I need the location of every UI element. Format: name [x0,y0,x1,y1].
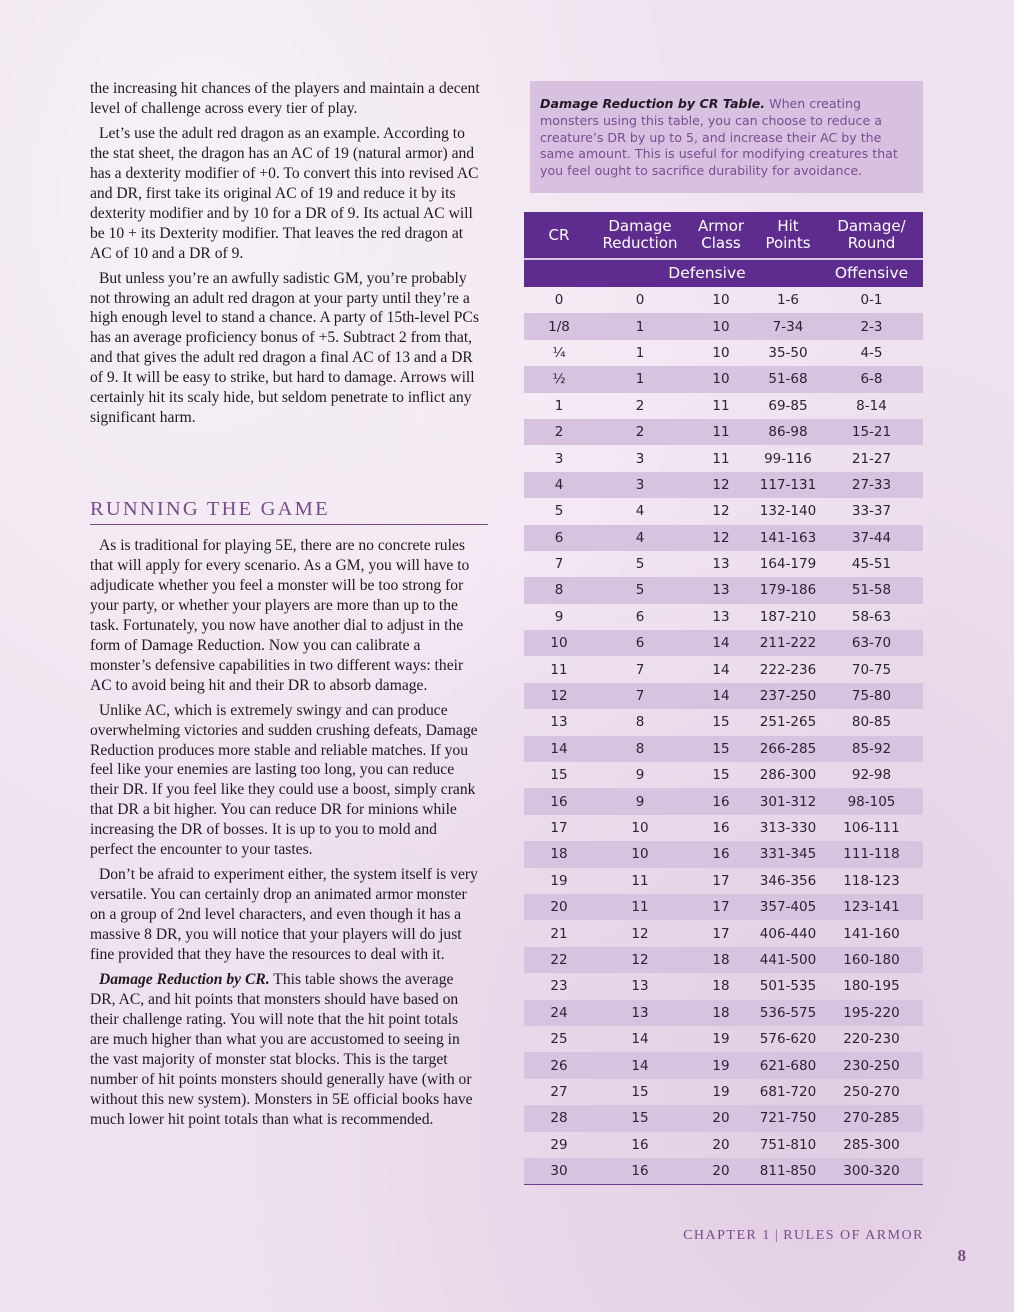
table-row [524,788,923,814]
table-row [524,340,923,366]
cell-ac: 17 [686,894,756,920]
table-row [524,445,923,471]
cell-cr: 14 [524,736,594,762]
cell-cr: 20 [524,894,594,920]
cell-hp: 536-575 [756,1000,820,1026]
paragraph: Let’s use the adult red dragon as an example. According to the stat sheet, the dragon has an AC of 19 (natural armor) and has a dexterity modifier of +0. To convert this into revised AC and DR, first take its original AC of 19 and reduce it by its dexterity modifier and by 10 for a DR of 9. Its actual AC will be 10 + its Dexterity modifier. That leaves the red dragon at AC of 10 and a DR of 9. [90,124,479,262]
cell-cr: 28 [524,1105,594,1131]
cell-ac: 11 [686,419,756,445]
page-footer [683,1228,924,1244]
table-row [524,683,923,709]
cell-dmg: 285-300 [843,1136,900,1153]
cell-dr: 11 [594,894,686,920]
paragraph: Unlike AC, which is extremely swingy and can produce overwhelming victories and sudden crushing defeats, Damage Reduction produces more stable and reliable matches. If you feel like your enemies are lasting too long, you can reduce their DR. If you feel like they could use a boost, simply crank that DR a bit higher. You can reduce DR for minions while increasing the DR of bosses. It is up to you to mold and perfect the encounter to your tastes. [90,701,478,859]
cell-ac: 15 [712,714,730,731]
cell-dr: 11 [631,872,649,889]
table-row [524,1158,923,1185]
cell-cr: ¼ [552,344,566,361]
cell-cr: 24 [524,1000,594,1026]
cell-hp: 51-68 [756,366,820,392]
cell-dr: 16 [631,1136,649,1153]
cell-dr: 15 [594,1105,686,1131]
body-text-top [90,79,480,428]
cell-hp: 237-250 [756,683,820,709]
cell-dr: 2 [635,397,645,414]
cell-dmg: 98-105 [820,788,923,814]
footer-separator: | [774,1228,780,1243]
cell-dr: 6 [594,630,686,656]
cell-hp: 187-210 [759,608,817,625]
cell-cr: 15 [550,767,568,784]
cell-ac: 16 [686,841,756,867]
cell-hp: 286-300 [759,767,817,784]
cell-dr: 9 [635,767,645,784]
cell-ac: 11 [712,450,730,467]
cell-dmg: 33-37 [851,503,892,520]
cell-ac: 10 [686,313,756,339]
cell-hp: 621-680 [756,1052,820,1078]
cell-hp: 117-131 [756,472,820,498]
cell-cr: 1/8 [524,313,594,339]
table-row [524,604,923,630]
body-text-bottom [90,536,480,1130]
cell-dr: 13 [594,1000,686,1026]
cell-dr: 6 [635,608,645,625]
paragraph: As is traditional for playing 5E, there are no concrete rules that will apply for every scenario. As a GM, you will have to adjudicate whether you feel a monster will be too strong for your party, or whether your players are more than up to the task. Fortunately, you now have another dial to adjust in the form of Damage Reduction. Now you can calibrate a monster’s defensive capabilities in two different ways: their AC to avoid being hit and their DR to absorb damage. [90,537,470,694]
cell-cr: 29 [550,1136,568,1153]
cell-cr: 5 [554,503,564,520]
table-row [524,472,923,498]
paragraph: Don’t be afraid to experiment either, the system itself is very versatile. You can certainly drop an animated armor monster on a group of 2nd level characters, and even though it has a massive 8 DR, you will notice that your players will do just fine provided that they have the resources to deal with it. [90,866,478,964]
cell-hp: 357-405 [756,894,820,920]
cell-dr: 0 [635,292,645,309]
cell-dr: 8 [594,736,686,762]
cell-dr: 4 [635,503,645,520]
table-row [524,551,923,577]
cell-ac: 19 [712,1031,730,1048]
cell-ac: 10 [712,344,730,361]
table-row [524,366,923,392]
table-row [524,1132,923,1158]
cell-dmg: 15-21 [820,419,923,445]
cell-cr: 17 [550,820,568,836]
page-number: 8 [957,1246,966,1265]
cell-ac: 18 [686,947,756,973]
cell-dr: 10 [631,820,649,836]
cell-cr: 18 [524,841,594,867]
table-row [524,736,923,762]
table-row [524,868,923,894]
cell-dr: 9 [594,788,686,814]
cell-ac: 20 [686,1158,756,1185]
table-row [524,577,923,603]
cell-dmg: 180-195 [843,978,900,995]
cell-ac: 20 [686,1105,756,1131]
table-row [524,762,923,788]
cell-cr: 19 [550,872,568,889]
callout-text: When creating monsters using this table, you can choose to reduce a creature’s DR by up to 5, and increase their AC by the same amount. This is useful for modifying creatures that you feel ought to sacrifice durability for avoidance. [540,96,898,179]
cell-ac: 10 [712,292,730,309]
cell-dr: 14 [594,1052,686,1078]
cell-dr: 4 [594,525,686,551]
cell-hp: 69-85 [768,397,808,414]
cell-dmg: 300-320 [820,1158,923,1185]
header-damage-reduction: Damage Reduction [594,212,686,259]
cell-ac: 12 [686,525,756,551]
table-row [524,525,923,551]
table-header-row [524,212,923,259]
cell-ac: 18 [686,1000,756,1026]
table-row [524,1079,923,1105]
cell-dmg: 37-44 [820,525,923,551]
cell-hp: 313-330 [759,820,817,836]
cell-ac: 17 [712,925,730,942]
table-row [524,1052,923,1078]
cell-dmg: 8-14 [856,397,887,414]
cell-dr: 2 [594,419,686,445]
cell-hp: 7-34 [756,313,820,339]
cell-cr: 8 [524,577,594,603]
cell-dmg: 75-80 [820,683,923,709]
cell-hp: 141-163 [756,525,820,551]
cell-dr: 5 [635,556,645,573]
cell-cr: 27 [550,1083,568,1100]
cell-hp: 222-236 [759,661,817,678]
cell-ac: 12 [686,472,756,498]
cell-hp: 681-720 [759,1083,817,1100]
cell-hp: 99-116 [764,450,812,467]
cell-cr: 4 [524,472,594,498]
cell-hp: 251-265 [759,714,817,731]
cell-dmg: 0-1 [860,292,883,309]
cell-ac: 12 [712,503,730,520]
cell-ac: 10 [686,366,756,392]
cell-ac: 14 [712,661,730,678]
cell-ac: 11 [712,397,730,414]
header-defensive: Defensive [594,259,820,287]
footer-chapter: CHAPTER 1 [683,1228,771,1243]
cell-dr: 12 [631,925,649,942]
cell-cr: 2 [524,419,594,445]
cell-ac: 14 [686,630,756,656]
table-row [524,287,923,313]
table-row [524,1105,923,1131]
cell-hp: 576-620 [759,1031,817,1048]
cell-dmg: 106-111 [843,820,900,836]
table-row [524,393,923,419]
cell-dmg: 51-58 [820,577,923,603]
table-row [524,656,923,682]
cell-hp: 441-500 [756,947,820,973]
cell-dmg: 141-160 [843,925,900,942]
cell-cr: 23 [550,978,568,995]
cell-cr: 3 [554,450,564,467]
cell-hp: 501-535 [759,978,817,995]
cell-ac: 20 [712,1136,730,1153]
cell-dmg: 92-98 [851,767,892,784]
cell-cr: 1 [554,397,564,414]
table-row [524,709,923,735]
table-row [524,894,923,920]
cell-dr: 7 [635,661,645,678]
paragraph: But unless you’re an awfully sadistic GM, you’re probably not throwing an adult red dragon at your party until they’re a high enough level to stand a chance. A party of 15th-level PCs has an average proficiency bonus of +5. Subtract 2 from that, and that gives the adult red dragon a final AC of 13 and a DR of 9. It will be easy to strike, but hard to damage. Arrows will certainly hit its scaly hide, but seldom penetrate to inflict any significant harm. [90,269,479,427]
table-row [524,313,923,339]
cell-hp: 132-140 [759,503,817,520]
cell-dr: 13 [631,978,649,995]
footer-title: RULES OF ARMOR [783,1228,924,1243]
cell-dmg: 250-270 [843,1083,900,1100]
dr-by-cr-title: Damage Reduction by CR. [99,971,270,989]
cell-ac: 14 [686,683,756,709]
cell-hp: 266-285 [756,736,820,762]
table-body [524,287,923,1185]
cell-dmg: 63-70 [820,630,923,656]
cell-hp: 164-179 [759,556,817,573]
cell-dmg: 4-5 [860,344,883,361]
cell-dmg: 6-8 [820,366,923,392]
cell-dmg: 118-123 [843,872,900,889]
header-offensive: Offensive [820,259,923,287]
cell-cr: 26 [524,1052,594,1078]
table-row [524,841,923,867]
cell-hp: 1-6 [776,292,800,309]
cell-ac: 13 [712,608,730,625]
cell-dr: 3 [635,450,645,467]
section-heading: RUNNING THE GAME [90,497,488,525]
table-row [524,1000,923,1026]
cell-cr: 21 [550,925,568,942]
cell-hp: 86-98 [756,419,820,445]
cell-dr: 3 [594,472,686,498]
cell-cr: 30 [524,1158,594,1185]
cell-dmg: 21-27 [851,450,892,467]
cell-dmg: 195-220 [820,1000,923,1026]
cell-hp: 211-222 [756,630,820,656]
cell-hp: 301-312 [756,788,820,814]
cell-hp: 331-345 [756,841,820,867]
table-row [524,1026,923,1052]
cell-cr: ½ [524,366,594,392]
cell-dmg: 230-250 [820,1052,923,1078]
header-armor-class: Armor Class [686,212,756,259]
table-row [524,630,923,656]
cell-ac: 16 [712,820,730,836]
cell-dmg: 270-285 [820,1105,923,1131]
table-row [524,947,923,973]
cell-hp: 811-850 [756,1158,820,1185]
header-blank [524,259,594,287]
cell-ac: 17 [712,872,730,889]
cell-dmg: 85-92 [820,736,923,762]
cell-cr: 16 [524,788,594,814]
cell-dmg: 70-75 [851,661,892,678]
table-row [524,419,923,445]
dr-by-cr-paragraph [90,970,480,1130]
cell-cr: 6 [524,525,594,551]
cell-dr: 1 [594,366,686,392]
table-group-header-row [524,259,923,287]
cell-dmg: 2-3 [820,313,923,339]
dr-by-cr-text: This table shows the average DR, AC, and hit points that monsters should have based on their challenge rating. You will note that the hit point totals are much higher than what you are accustomed to seeing in the vast majority of monster stat blocks. This is the target number of hit points monsters should generally have (with or without this new system). Monsters in 5E official books have much lower hit point totals than what is recommended. [90,971,473,1128]
table-callout [530,81,923,193]
cell-dmg: 123-141 [820,894,923,920]
cell-cr: 11 [550,661,568,678]
cell-dmg: 220-230 [843,1031,900,1048]
header-cr: CR [524,212,594,259]
cell-cr: 10 [524,630,594,656]
cell-ac: 18 [712,978,730,995]
cell-dr: 10 [594,841,686,867]
cell-cr: 13 [550,714,568,731]
cell-hp: 751-810 [759,1136,817,1153]
paragraph: the increasing hit chances of the players and maintain a decent level of challenge across every tier of play. [90,80,480,117]
cell-dr: 7 [594,683,686,709]
table-row [524,498,923,524]
cell-hp: 35-50 [768,344,808,361]
cell-cr: 0 [554,292,564,309]
cell-dr: 16 [594,1158,686,1185]
header-hit-points: Hit Points [756,212,820,259]
damage-reduction-table [524,212,923,1185]
cell-ac: 15 [712,767,730,784]
cell-cr: 12 [524,683,594,709]
cell-dmg: 111-118 [820,841,923,867]
cell-cr: 9 [554,608,564,625]
table-row [524,973,923,999]
cell-dr: 5 [594,577,686,603]
callout-title: Damage Reduction by CR Table. [540,96,766,111]
cell-dr: 12 [594,947,686,973]
cell-dmg: 80-85 [851,714,892,731]
cell-hp: 721-750 [756,1105,820,1131]
cell-ac: 16 [686,788,756,814]
header-damage-round: Damage/ Round [820,212,923,259]
cell-cr: 25 [550,1031,568,1048]
cell-ac: 13 [712,556,730,573]
cell-dmg: 58-63 [851,608,892,625]
cell-dr: 14 [631,1031,649,1048]
cell-cr: 7 [554,556,564,573]
table-row [524,920,923,946]
cell-ac: 19 [712,1083,730,1100]
cell-hp: 179-186 [756,577,820,603]
cell-dr: 8 [635,714,645,731]
cell-ac: 19 [686,1052,756,1078]
cell-dr: 15 [631,1083,649,1100]
cell-ac: 15 [686,736,756,762]
cell-dmg: 27-33 [820,472,923,498]
cell-hp: 346-356 [759,872,817,889]
cell-ac: 13 [686,577,756,603]
cell-dmg: 45-51 [851,556,892,573]
cell-dr: 1 [594,313,686,339]
cell-hp: 406-440 [759,925,817,942]
table-row [524,815,923,841]
cell-dmg: 160-180 [820,947,923,973]
cell-cr: 22 [524,947,594,973]
cell-dr: 1 [635,344,645,361]
